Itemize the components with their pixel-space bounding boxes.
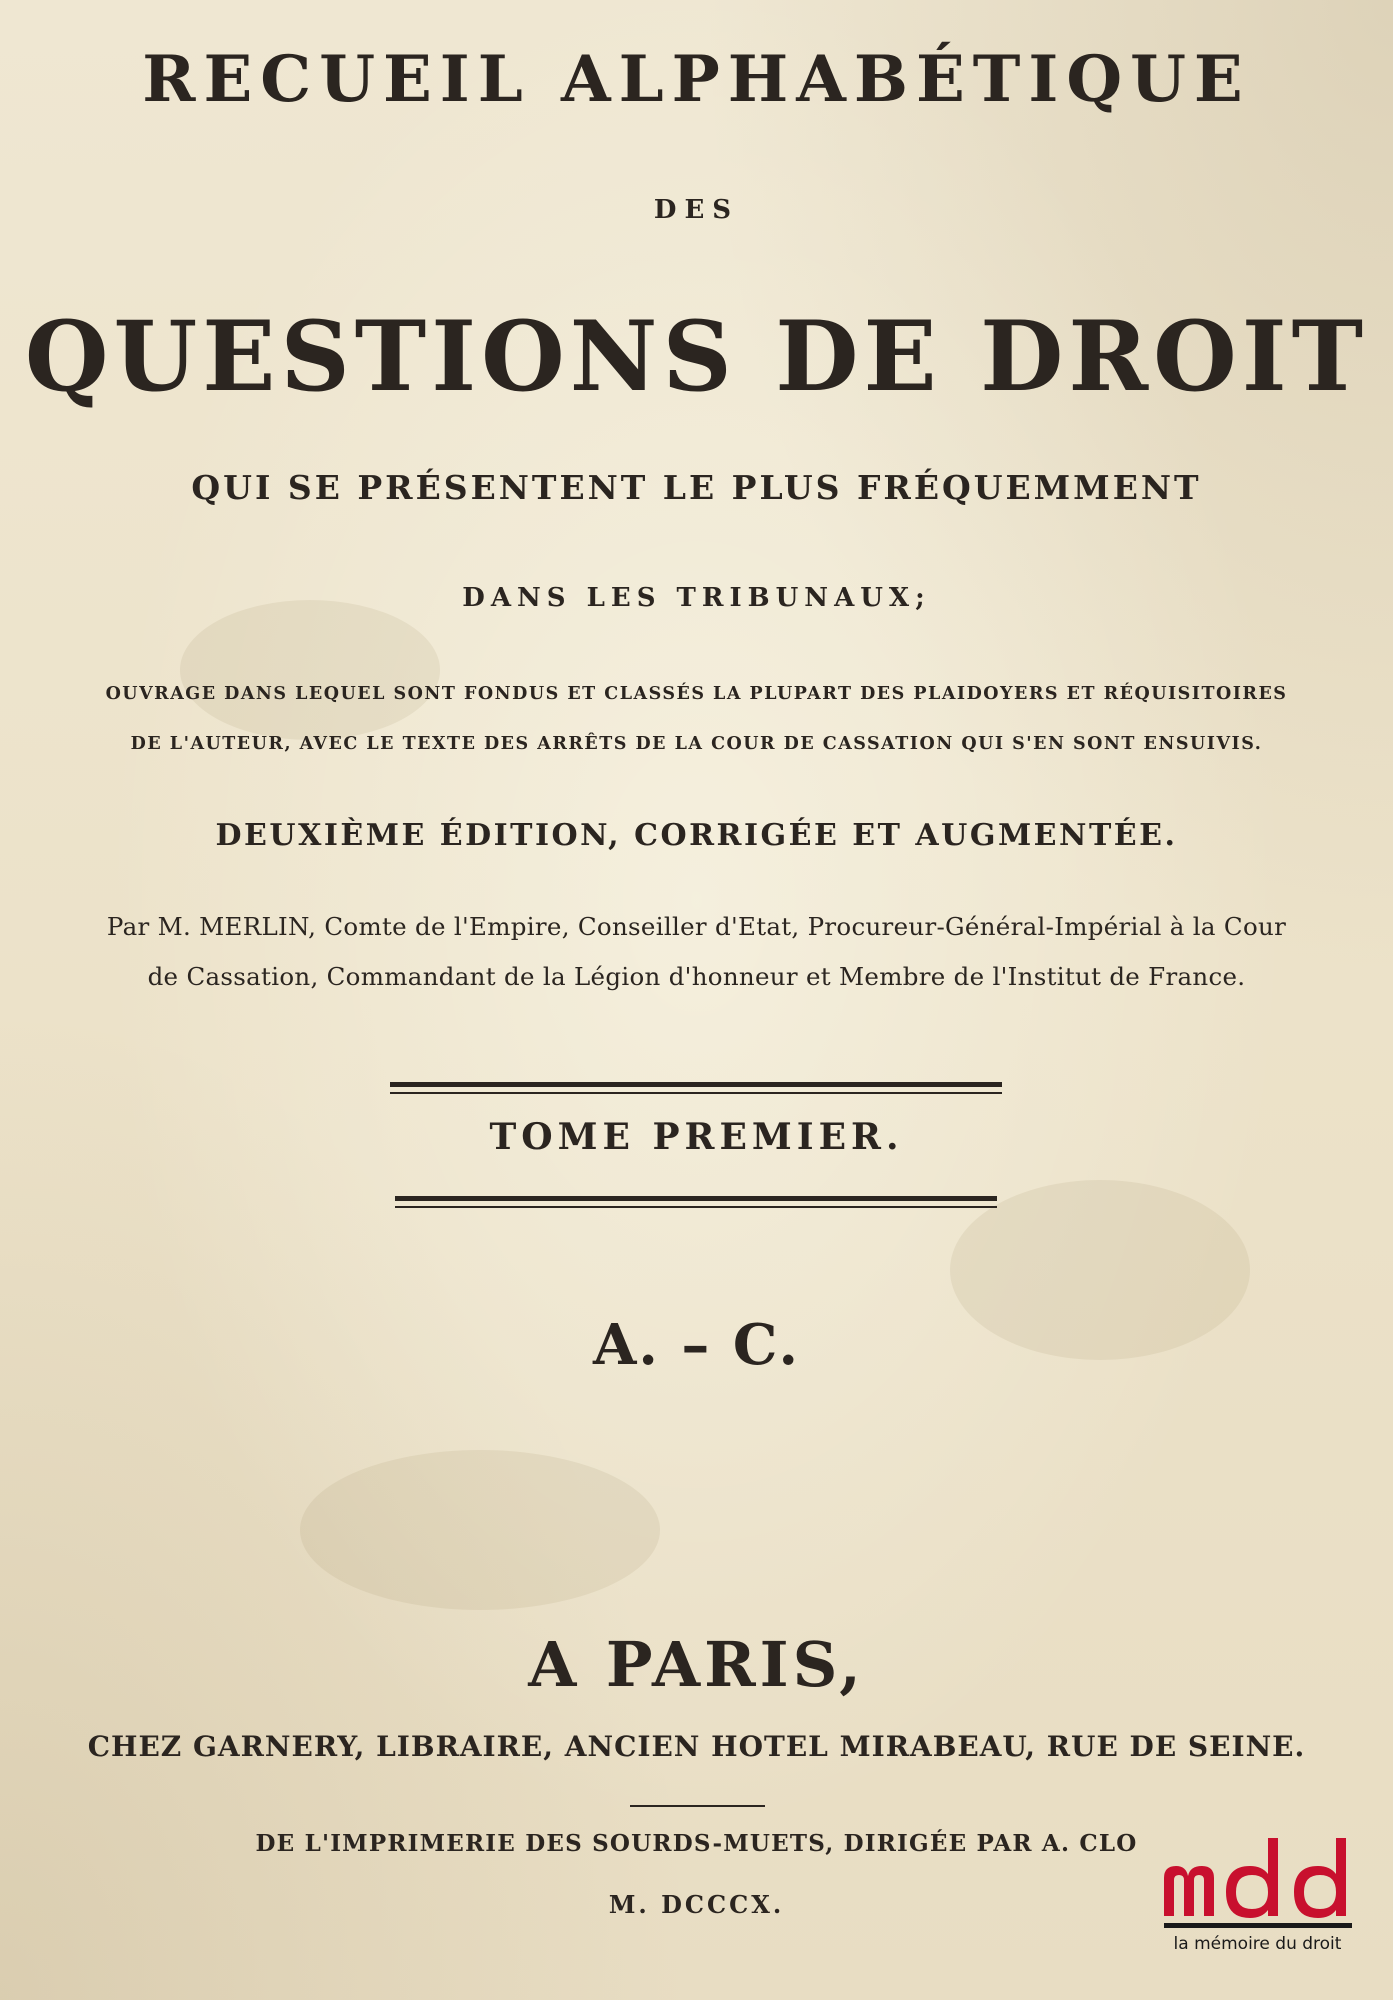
volume-range: A. – C. [592,1312,801,1378]
mdd-logo [1150,1830,1365,1980]
author-line-2: de Cassation, Commandant de la Légion d'honneur et Membre de l'Institut de France. [147,962,1246,991]
imprint-divider [630,1805,765,1807]
double-rule-bottom-thick [395,1196,997,1201]
author-line-1: Par M. MERLIN, Comte de l'Empire, Conseiller d'Etat, Procureur-Général-Impérial à la Cour [106,912,1287,941]
description-line-2: DE L'AUTEUR, AVEC LE TEXTE DES ARRÊTS DE LA COUR DE CASSATION QUI S'EN SONT ENSUIVIS. [130,734,1263,754]
main-title: QUESTIONS DE DROIT [24,300,1369,413]
tome-label: TOME PREMIER. [489,1116,904,1158]
edition-statement: DEUXIÈME ÉDITION, CORRIGÉE ET AUGMENTÉE. [215,818,1178,853]
paper-stain [300,1450,660,1610]
title-des: DES [653,195,740,225]
imprint-publisher: CHEZ GARNERY, LIBRAIRE, ANCIEN HOTEL MIRABEAU, RUE DE SEINE. [87,1730,1306,1763]
paper-stain [180,600,440,740]
imprint-printer: DE L'IMPRIMERIE DES SOURDS-MUETS, DIRIGÉE PAR A. CLO [255,1830,1138,1857]
double-rule-bottom-thin [395,1206,997,1208]
double-rule-top-thin [390,1092,1002,1094]
imprint-year: M. DCCCX. [608,1890,785,1919]
imprint-place: A PARIS, [528,1628,865,1701]
title-recueil-alphabetique: RECUEIL ALPHABÉTIQUE [142,42,1251,117]
double-rule-top-thick [390,1082,1002,1087]
subtitle-line-1: QUI SE PRÉSENTENT LE PLUS FRÉQUEMMENT [191,468,1202,507]
mdd-logo-mark [1158,1830,1358,1930]
description-line-1: OUVRAGE DANS LEQUEL SONT FONDUS ET CLASSÉS LA PLUPART DES PLAIDOYERS ET RÉQUISITOIRES [105,684,1288,704]
mdd-logo-caption: la mémoire du droit [1173,1934,1342,1954]
subtitle-line-2: DANS LES TRIBUNAUX; [462,583,931,613]
